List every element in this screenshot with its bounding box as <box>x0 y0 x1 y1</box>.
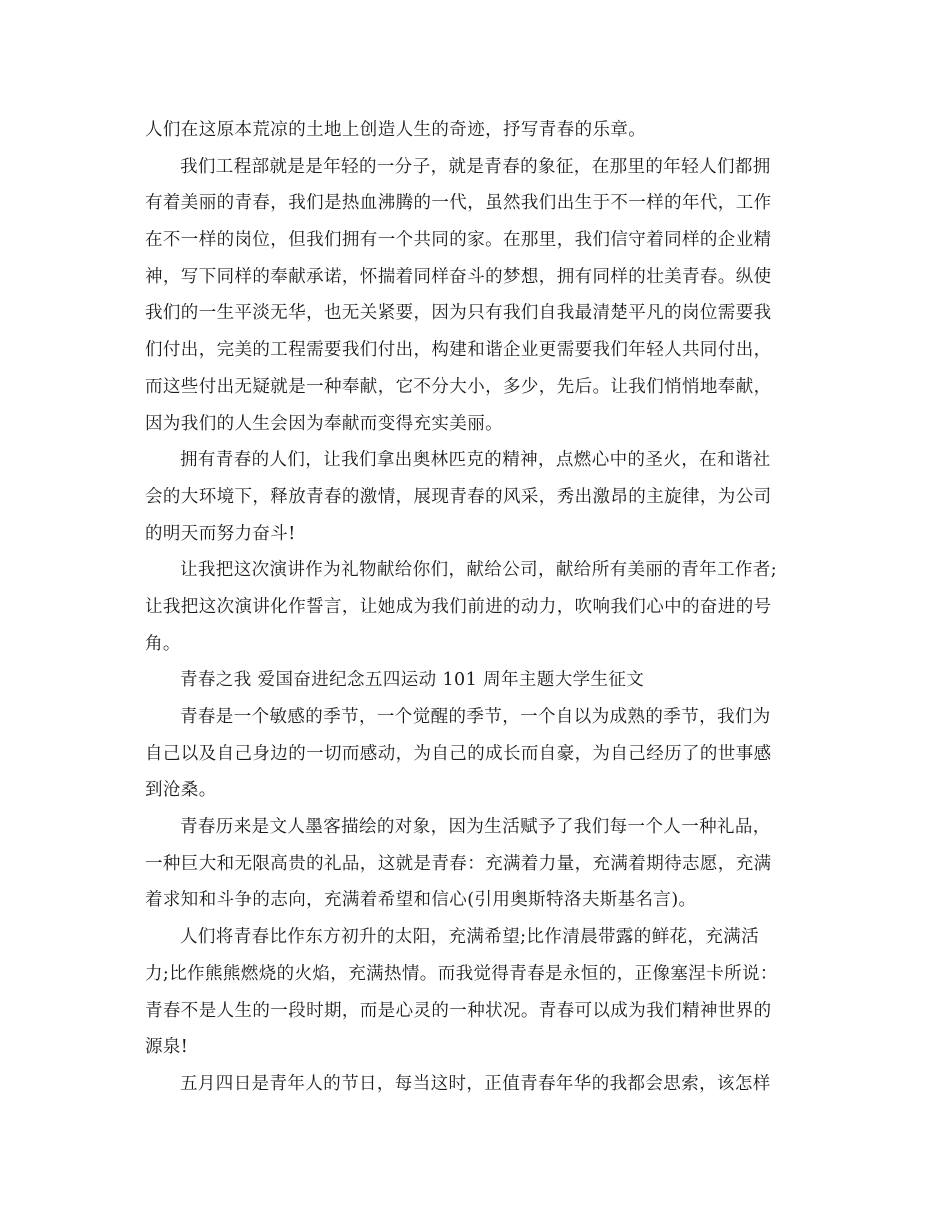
text-line: 神，写下同样的奉献承诺，怀揣着同样奋斗的梦想，拥有同样的壮美青春。纵使 <box>145 266 772 287</box>
paragraph-2 <box>145 149 805 443</box>
text-line: 有着美丽的青春，我们是热血沸腾的一代，虽然我们出生于不一样的年代，工作 <box>145 193 772 214</box>
text-line: 在不一样的岗位，但我们拥有一个共同的家。在那里，我们信守着同样的企业精 <box>145 230 772 251</box>
text-line: 自己以及自己身边的一切而感动，为自己的成长而自豪，为自己经历了的世事感 <box>145 743 772 764</box>
text-line: 角。 <box>145 633 181 654</box>
text-line: 着求知和斗争的志向，充满着希望和信心(引用奥斯特洛夫斯基名言)。 <box>145 890 697 911</box>
text-line: 一种巨大和无限高贵的礼品，这就是青春：充满着力量，充满着期待志愿，充满 <box>145 853 772 874</box>
paragraph-6 <box>145 699 805 809</box>
text-line: 因为我们的人生会因为奉献而变得充实美丽。 <box>145 413 503 434</box>
paragraph-9 <box>145 1066 805 1103</box>
text-line: 我们工程部就是是年轻的一分子，就是青春的象征，在那里的年轻人们都拥 <box>180 156 771 177</box>
text-line: 会的大环境下，释放青春的激情，展现青春的风采，秀出激昂的主旋律，为公司 <box>145 486 772 507</box>
paragraph-4 <box>145 552 805 662</box>
text-line: 到沧桑。 <box>145 780 217 801</box>
text-line: 而这些付出无疑就是一种奉献，它不分大小，多少，先后。让我们悄悄地奉献， <box>145 376 772 397</box>
text-line: 青春不是人生的一段时期，而是心灵的一种状况。青春可以成为我们精神世界的 <box>145 1000 772 1021</box>
document-body <box>145 112 805 1103</box>
paragraph-7 <box>145 809 805 919</box>
text-line: 拥有青春的人们，让我们拿出奥林匹克的精神，点燃心中的圣火，在和谐社 <box>180 450 771 471</box>
paragraph-8 <box>145 919 805 1066</box>
text-line: 的明天而努力奋斗! <box>145 523 296 544</box>
essay-title <box>145 662 805 699</box>
text-line: 源泉! <box>145 1037 189 1058</box>
text-line: 让我把这次演讲作为礼物献给你们，献给公司，献给所有美丽的青年工作者; <box>180 560 777 581</box>
paragraph-3 <box>145 442 805 552</box>
paragraph-1 <box>145 112 805 149</box>
text-line: 人们在这原本荒凉的土地上创造人生的奇迹，抒写青春的乐章。 <box>145 120 647 140</box>
text-line: 青春历来是文人墨客描绘的对象，因为生活赋予了我们每一个人一种礼品， <box>180 817 771 838</box>
text-line: 人们将青春比作东方初升的太阳，充满希望;比作清晨带露的鲜花，充满活 <box>180 927 760 948</box>
text-line: 们付出，完美的工程需要我们付出，构建和谐企业更需要我们年轻人共同付出， <box>145 340 772 361</box>
text-line: 青春之我 爱国奋进纪念五四运动 101 周年主题大学生征文 <box>180 670 645 691</box>
text-line: 青春是一个敏感的季节，一个觉醒的季节，一个自以为成熟的季节，我们为 <box>180 707 771 727</box>
text-line: 让我把这次演讲化作誓言，让她成为我们前进的动力，吹响我们心中的奋进的号 <box>145 596 772 617</box>
text-line: 五月四日是青年人的节日，每当这时，正值青春年华的我都会思索，该怎样 <box>180 1073 771 1094</box>
text-line: 我们的一生平淡无华，也无关紧要，因为只有我们自我最清楚平凡的岗位需要我 <box>145 303 772 324</box>
text-line: 力;比作熊熊燃烧的火焰，充满热情。而我觉得青春是永恒的，正像塞涅卡所说： <box>145 963 778 984</box>
